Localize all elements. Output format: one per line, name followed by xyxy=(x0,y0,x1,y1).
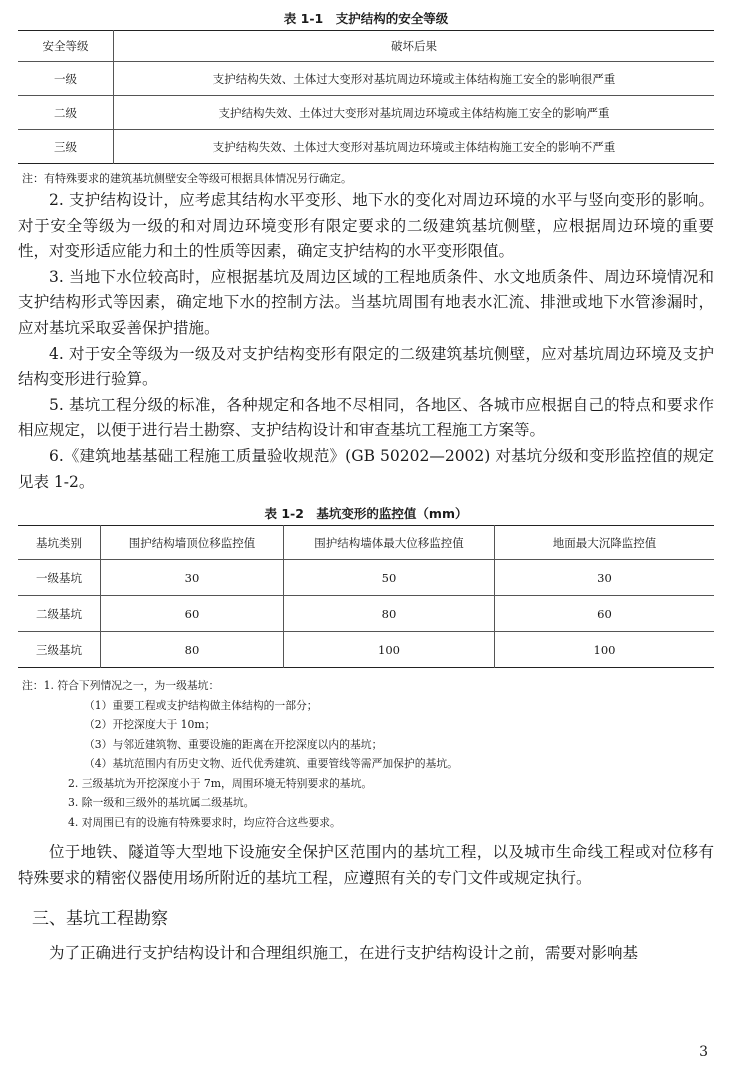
table-header-cell: 地面最大沉降监控值 xyxy=(552,535,657,550)
table-cell: 一级基坑 xyxy=(18,560,101,596)
table2-note: （3）与邻近建筑物、重要设施的距离在开挖深度以内的基坑； xyxy=(84,737,383,751)
table-row xyxy=(18,560,714,596)
table-header-cell: 安全等级 xyxy=(18,31,114,62)
table-cell: 80 xyxy=(284,596,495,632)
table-cell: 100 xyxy=(284,632,495,668)
table-row xyxy=(18,632,714,668)
table1-caption: 表 1-1 支护结构的安全等级 xyxy=(283,11,449,26)
table-cell: 80 xyxy=(101,632,284,668)
table2-note: 注：1. 符合下列情况之一，为一级基坑： xyxy=(22,679,220,693)
table-cell: 支护结构失效、土体过大变形对基坑周边环境或主体结构施工安全的影响不严重 xyxy=(114,130,715,164)
page-number: 3 xyxy=(699,1044,708,1060)
table2-note: 2. 三级基坑为开挖深度小于 7m，周围环境无特别要求的基坑。 xyxy=(68,776,373,790)
paragraph: 5. 基坑工程分级的标准，各种规定和各地不尽相同，各地区、各城市应根据自己的特点和要求作相应规定，以便于进行岩土勘察、支护结构设计和审查基坑工程施工方案等。 xyxy=(18,395,714,440)
section-heading: 三、基坑工程勘察 xyxy=(32,909,168,930)
paragraph: 位于地铁、隧道等大型地下设施安全保护区范围内的基坑工程，以及城市生命线工程或对位移有特殊要求的精密仪器使用场所附近的基坑工程，应遵照有关的专门文件或规定执行。 xyxy=(18,843,714,887)
table-row xyxy=(18,596,714,632)
paragraph: 为了正确进行支护结构设计和合理组织施工，在进行支护结构设计之前，需要对影响基 xyxy=(49,944,639,963)
paragraph: 4. 对于安全等级为一级及对支护结构变形有限定的二级建筑基坑侧壁，应对基坑周边环境及支护结构变形进行验算。 xyxy=(18,344,714,389)
table2-note: 4. 对周围已有的设施有特殊要求时，均应符合这些要求。 xyxy=(68,815,341,829)
table-cell: 100 xyxy=(495,632,715,668)
table-row xyxy=(18,96,714,130)
table-header-cell: 围护结构墙体最大位移监控值 xyxy=(284,526,495,560)
table-cell: 60 xyxy=(495,596,715,632)
table-cell: 二级 xyxy=(18,96,114,130)
table-row xyxy=(18,62,714,96)
table-header-cell: 基坑类别 xyxy=(18,526,101,560)
table1-safety-grades xyxy=(18,30,714,164)
table-cell: 30 xyxy=(495,560,715,596)
table-header-row xyxy=(18,31,714,62)
table-cell: 60 xyxy=(101,596,284,632)
table-cell: 三级基坑 xyxy=(18,632,101,668)
table2-caption: 表 1-2 基坑变形的监控值（mm） xyxy=(264,506,468,522)
table2-note: （2）开挖深度大于 10m； xyxy=(84,718,216,732)
table-header-cell: 围护结构墙顶位移监控值 xyxy=(101,526,284,560)
table-cell: 30 xyxy=(101,560,284,596)
table-cell: 50 xyxy=(284,560,495,596)
table2-note: （1）重要工程或支护结构做主体结构的一部分； xyxy=(84,698,318,712)
table-header-cell: 破坏后果 xyxy=(391,39,437,53)
table1-note: 注：有特殊要求的建筑基坑侧壁安全等级可根据具体情况另行确定。 xyxy=(22,172,352,185)
table2-notes xyxy=(18,676,714,832)
table-cell: 支护结构失效、土体过大变形对基坑周边环境或主体结构施工安全的影响很严重 xyxy=(114,62,715,96)
table-cell: 三级 xyxy=(18,130,114,164)
table-cell: 二级基坑 xyxy=(18,596,101,632)
table2-monitoring-values xyxy=(18,525,714,668)
table2-note: （4）基坑范围内有历史文物、近代优秀建筑、重要管线等需严加保护的基坑。 xyxy=(84,757,458,771)
table-row xyxy=(18,130,714,164)
document-page xyxy=(18,8,714,967)
table-cell: 支护结构失效、土体过大变形对基坑周边环境或主体结构施工安全的影响严重 xyxy=(114,96,715,130)
table2-note: 3. 除一级和三级外的基坑属二级基坑。 xyxy=(68,796,255,810)
paragraph: 2. 支护结构设计，应考虑其结构水平变形、地下水的变化对周边环境的水平与竖向变形的影响。对于安全等级为一级的和对周边环境变形有限定要求的二级建筑基坑侧壁，应根据周边环境的重要性，对变形适应能力和土的性质等因素，确定支护结构的水平变形限值。 xyxy=(18,191,714,261)
table-cell: 一级 xyxy=(18,62,114,96)
table-header-row xyxy=(18,526,714,560)
paragraph: 6.《建筑地基基础工程施工质量验收规范》(GB 50202—2002) 对基坑分级和变形监控值的规定见表 1-2。 xyxy=(18,446,714,491)
paragraph: 3. 当地下水位较高时，应根据基坑及周边区域的工程地质条件、水文地质条件、周边环境情况和支护结构形式等因素，确定地下水的控制方法。当基坑周围有地表水汇流、排泄或地下水管渗漏时，应对基坑采取妥善保护措施。 xyxy=(18,267,714,337)
